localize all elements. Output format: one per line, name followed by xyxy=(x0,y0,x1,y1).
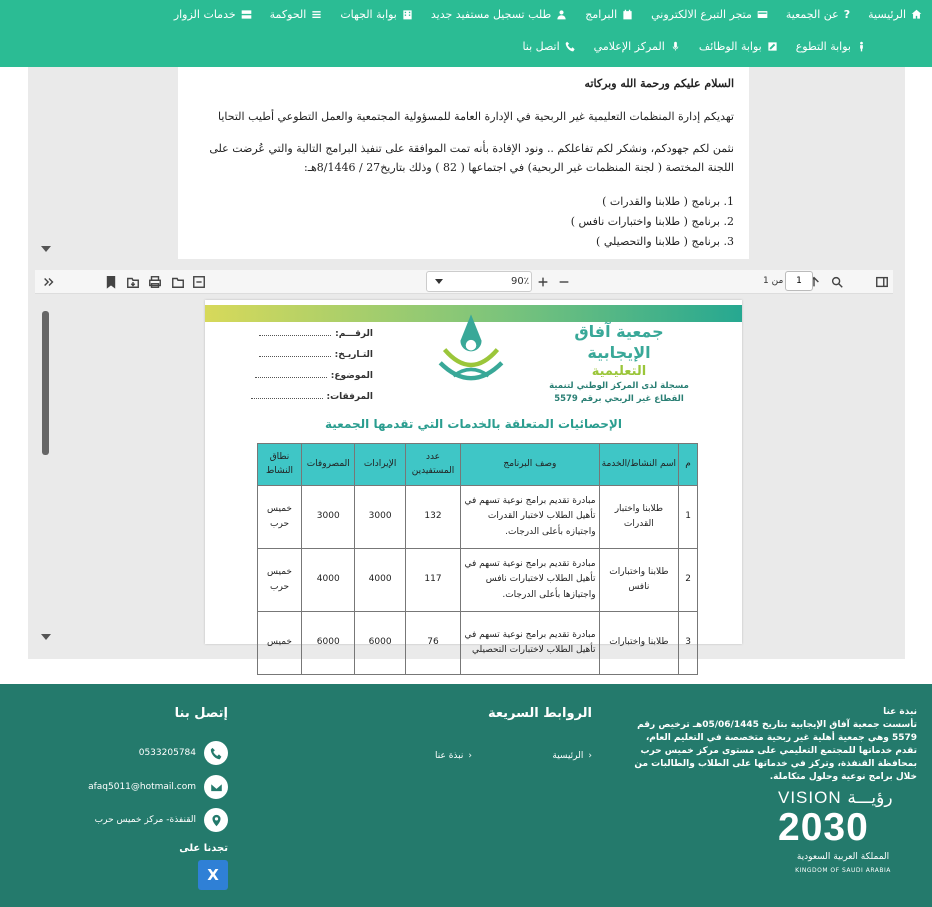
cell-count: 132 xyxy=(405,486,461,549)
nav-label: بوابة التطوع xyxy=(795,40,851,53)
footer-about xyxy=(632,706,917,784)
question-icon: ? xyxy=(843,8,851,21)
nav-label: طلب تسجيل مستفيد جديد xyxy=(430,8,552,21)
footer xyxy=(0,684,932,907)
nav-about[interactable] xyxy=(786,8,850,21)
org-reg2: القطاع غير الربحي برقم 5579 xyxy=(554,394,684,405)
nav-label: البرامج xyxy=(585,8,618,21)
contact-address xyxy=(95,808,228,832)
meta-date xyxy=(255,345,373,366)
footer-link-home[interactable] xyxy=(552,751,592,761)
chevron-left-icon: ‹ xyxy=(588,751,592,761)
vision-country-en: KINGDOM OF SAUDI ARABIA xyxy=(795,867,891,874)
letter-meta xyxy=(255,324,373,408)
vision-en: VISION xyxy=(778,788,842,807)
user-icon xyxy=(556,9,567,20)
letter-item: 3. برنامج ( طلابنا والتحصيلي ) xyxy=(596,235,734,249)
cell-name: طلابنا واختبارات نافس xyxy=(599,549,679,612)
th-scope: نطاق النشاط xyxy=(258,444,302,486)
nav-label: بوابة الجهات xyxy=(340,8,397,21)
mic-icon xyxy=(670,41,681,52)
org-header xyxy=(544,322,694,404)
search-icon[interactable] xyxy=(830,274,846,290)
dotted-line xyxy=(259,335,331,336)
meta-label: الرقـــم: xyxy=(335,329,373,339)
letter-list xyxy=(193,192,734,253)
nav-label: عن الجمعية xyxy=(785,8,839,21)
dotted-line xyxy=(259,356,331,357)
cell-desc: مبادرة تقديم برامج نوعية تسهم في تأهيل الطلاب لاختبار القدرات واجتيازه بأعلى الدرجات. xyxy=(461,486,599,549)
table-row xyxy=(258,549,698,612)
th-index: م xyxy=(679,444,698,486)
cell-revenue: 3000 xyxy=(355,486,405,549)
link-label: الرئيسية xyxy=(552,751,584,761)
vision-year: 2030 xyxy=(778,806,869,849)
zoom-in-icon[interactable] xyxy=(536,274,552,290)
nav-row-2 xyxy=(522,40,867,53)
letter-line1: تهديكم إدارة المنظمات التعليمية غير الربحية في الإدارة العامة للمسؤولية المجتمعية والعمل التطوعي أطيب التحايا xyxy=(218,109,734,123)
nav-row-1 xyxy=(174,8,922,21)
nav-contact[interactable] xyxy=(522,40,575,53)
th-expense: المصروفات xyxy=(302,444,355,486)
letter-preview xyxy=(178,67,749,259)
card-icon xyxy=(757,9,768,20)
letter-line2: نثمن لكم جهودكم، ونشكر لكم تفاعلكم .. ونود الإفادة بأنه تمت الموافقة على تنفيذ البرامج التالية والتي عُرضت على اللجنة المختصة ( لجنة المنظمات غير الربحية) في اجتماعها ( 82 ) وذلك بتاريخ27 / 8/1446هـ: xyxy=(209,142,734,175)
cell-revenue: 6000 xyxy=(355,612,405,675)
th-count: عدد المستفيدين xyxy=(405,444,461,486)
email-icon xyxy=(204,775,228,799)
contact-value: afaq5011@hotmail.com xyxy=(88,782,196,792)
cell-expense: 6000 xyxy=(302,612,355,675)
pdf-scrollbar-thumb[interactable] xyxy=(42,311,49,455)
contact-value: 0533205784 xyxy=(138,748,196,758)
open-file-icon[interactable] xyxy=(171,274,187,290)
cell-name: طلابنا واختبارات xyxy=(599,612,679,675)
vision-ar-title: رؤيـــة xyxy=(847,788,893,807)
meta-label: المرفقات: xyxy=(326,392,373,402)
phone-icon xyxy=(204,741,228,765)
about-text: تأسست جمعية آفاق الإيجابية بتاريخ 05/06/1445هـ ترخيص رقم 5579 وهي جمعية أهلية غير ربحية متخصصة في التعليم العام، تقدم خدماتها للمجتمع التعليمي على مستوى مركز خميس حرب بمحافظة القنفذة، وتركز في خدماتها على الطلاب والطالبات من خلال برامج نوعية وحلول متكاملة. xyxy=(634,720,917,783)
org-name: جمعية آفاق الإيجابية xyxy=(574,322,664,362)
vision-2030-logo xyxy=(778,788,913,880)
letter-item: 2. برنامج ( طلابنا واختبارات نافس ) xyxy=(570,215,734,229)
nav-label: بوابة الوظائف xyxy=(698,40,762,53)
th-revenue: الإيرادات xyxy=(355,444,405,486)
pdf-scroll-down-arrow[interactable] xyxy=(41,634,51,640)
stats-table xyxy=(257,443,698,675)
dotted-line xyxy=(255,377,327,378)
chevron-double-right-icon[interactable] xyxy=(42,274,58,290)
cell-scope: خميس xyxy=(258,612,302,675)
nav-governance[interactable] xyxy=(270,8,323,21)
nav-visitor-services[interactable] xyxy=(174,8,252,21)
dotted-line xyxy=(251,398,323,399)
bookmark-icon[interactable] xyxy=(104,274,120,290)
nav-donation-store[interactable] xyxy=(651,8,768,21)
nav-home[interactable] xyxy=(868,8,922,21)
phone-icon xyxy=(565,41,576,52)
link-label: نبذة عنا xyxy=(435,751,464,761)
pdf-page xyxy=(205,300,742,655)
vision-country-ar: المملكة العربية السعودية xyxy=(796,852,890,862)
cell-index: 2 xyxy=(679,549,698,612)
server-icon xyxy=(241,9,252,20)
nav-entities[interactable] xyxy=(340,8,413,21)
nav-label: خدمات الزوار xyxy=(173,8,236,21)
org-sub: التعليمية xyxy=(591,363,647,379)
contact-email[interactable] xyxy=(88,775,228,799)
nav-register[interactable] xyxy=(431,8,567,21)
meta-attachments xyxy=(255,387,373,408)
zoom-select[interactable] xyxy=(426,271,532,292)
vision-title xyxy=(778,788,893,808)
nav-label: متجر التبرع الالكتروني xyxy=(651,8,752,21)
th-desc: وصف البرنامج xyxy=(461,444,599,486)
scroll-down-arrow[interactable] xyxy=(41,246,51,252)
x-social-button[interactable] xyxy=(198,860,228,890)
contact-phone[interactable] xyxy=(139,741,228,765)
contact-value: القنفذة- مركز خميس حرب xyxy=(94,815,196,825)
table-row xyxy=(258,612,698,675)
page-count: من 1 xyxy=(763,276,784,286)
list-icon xyxy=(311,9,322,20)
chevron-left-icon: ‹ xyxy=(468,751,472,761)
cell-count: 117 xyxy=(405,549,461,612)
volunteer-icon xyxy=(856,41,867,52)
letter-greeting: السلام عليكم ورحمة الله وبركاته xyxy=(584,77,734,90)
more-tools-icon[interactable] xyxy=(192,274,208,290)
calendar-icon xyxy=(622,9,633,20)
cell-index: 3 xyxy=(679,612,698,675)
cell-revenue: 4000 xyxy=(355,549,405,612)
x-icon: X xyxy=(207,866,219,884)
pdf-toolbar xyxy=(35,270,893,294)
meta-number xyxy=(255,324,373,345)
chevron-down-icon xyxy=(435,279,443,284)
cell-desc: مبادرة تقديم برامج نوعية تسهم في تأهيل الطلاب لاختبارات التحصيلي xyxy=(461,612,599,675)
nav-programs[interactable] xyxy=(585,8,633,21)
page-number-input[interactable]: 1 xyxy=(785,271,813,291)
print-icon[interactable] xyxy=(148,274,164,290)
nav-label: الرئيسية xyxy=(868,8,906,21)
meta-label: الموضوع: xyxy=(330,371,373,381)
home-icon xyxy=(911,9,922,20)
about-title: نبذة عنا xyxy=(883,707,917,717)
sidebar-toggle-icon[interactable] xyxy=(875,274,891,290)
nav-label: المركز الإعلامي xyxy=(593,40,665,53)
follow-us-label: تجدنا على xyxy=(179,843,228,854)
cell-desc: مبادرة تقديم برامج نوعية تسهم في تأهيل الطلاب لاختبارات نافس واجتيازها بأعلى الدرجات. xyxy=(461,549,599,612)
zoom-out-icon[interactable] xyxy=(557,274,573,290)
cell-scope: خميس حرب xyxy=(258,486,302,549)
stats-title: الإحصائيات المتعلقة بالخدمات التي تقدمها الجمعية xyxy=(325,417,622,431)
contact-title: إتصل بنا xyxy=(174,706,228,721)
meta-label: التـاريـخ: xyxy=(334,350,373,360)
nav-media[interactable] xyxy=(594,40,681,53)
org-reg: مسجلة لدى المركز الوطني لتنمية xyxy=(549,381,689,392)
building-icon xyxy=(402,9,413,20)
table-row xyxy=(258,486,698,549)
nav-label: اتصل بنا xyxy=(522,40,560,53)
table-header-row xyxy=(258,444,698,486)
cell-expense: 4000 xyxy=(302,549,355,612)
location-icon xyxy=(204,808,228,832)
footer-link-about[interactable] xyxy=(435,751,472,761)
org-logo-icon xyxy=(420,310,522,398)
download-icon[interactable] xyxy=(126,274,142,290)
cell-count: 76 xyxy=(405,612,461,675)
th-name: اسم النشاط/الخدمة xyxy=(599,444,679,486)
nav-volunteer[interactable] xyxy=(796,40,867,53)
letter-item: 1. برنامج ( طلابنا والقدرات ) xyxy=(602,194,734,208)
cell-expense: 3000 xyxy=(302,486,355,549)
nav-jobs[interactable] xyxy=(699,40,778,53)
quick-links-title: الروابط السريعة xyxy=(487,706,592,721)
edit-icon xyxy=(767,41,778,52)
cell-name: طلابنا واختبار القدرات xyxy=(599,486,679,549)
cell-scope: خميس حرب xyxy=(258,549,302,612)
top-navbar xyxy=(0,0,932,67)
nav-label: الحوكمة xyxy=(269,8,307,21)
zoom-value: 90٪ xyxy=(511,276,530,287)
meta-subject xyxy=(255,366,373,387)
cell-index: 1 xyxy=(679,486,698,549)
